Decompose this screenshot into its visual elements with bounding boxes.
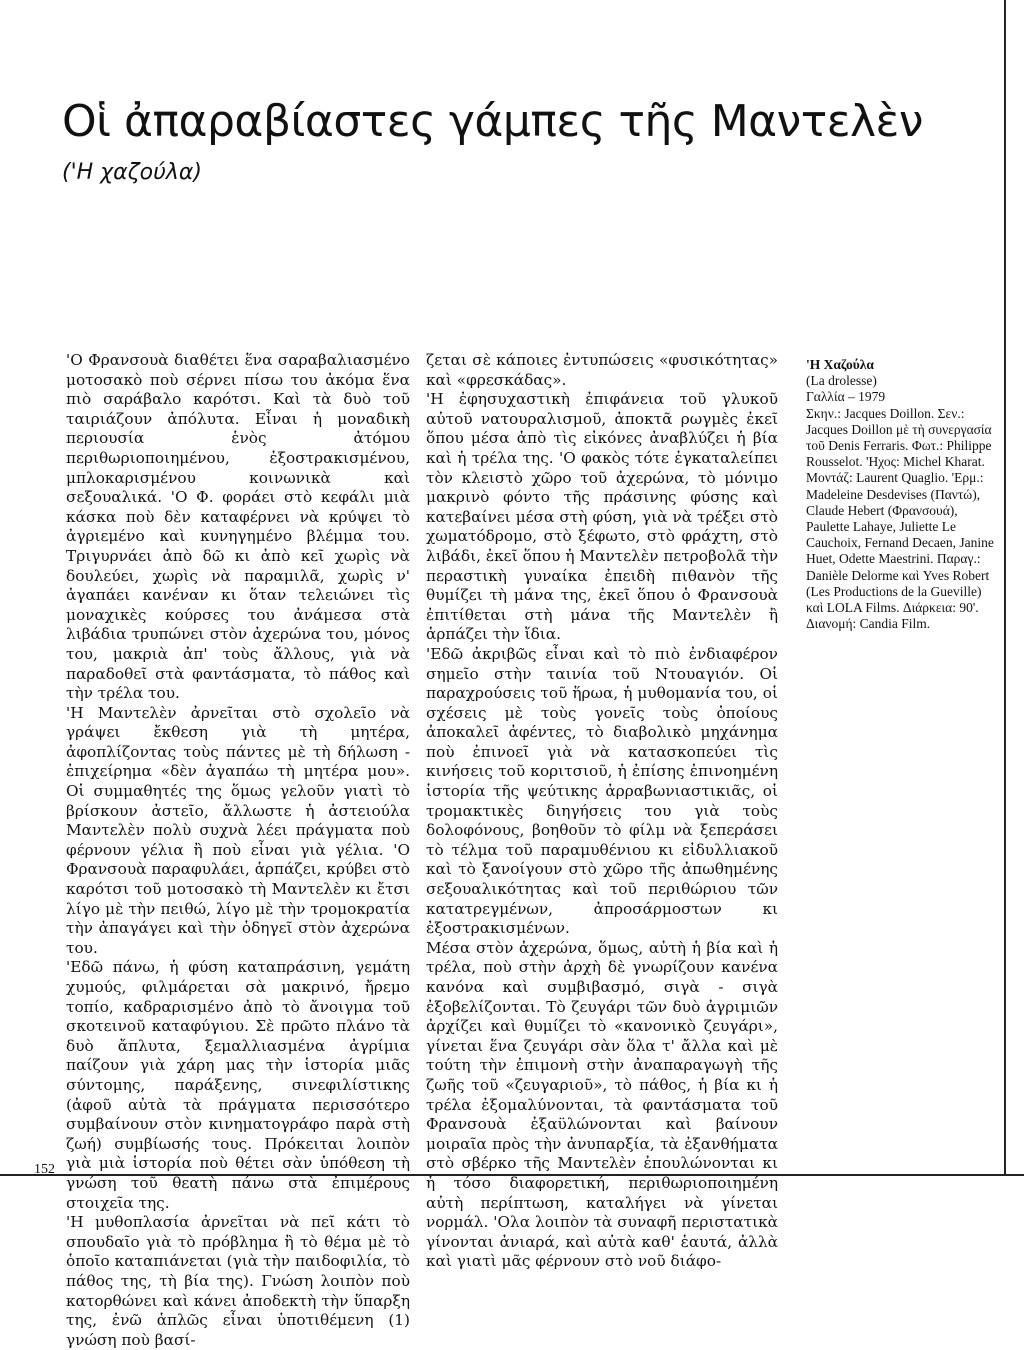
- paragraph: ζεται σὲ κάποιες ἐντυπώσεις «φυσικότητας» καὶ «φρεσκάδας».: [426, 351, 778, 389]
- paragraph: 'Εδῶ πάνω, ἡ φύση καταπράσινη, γεμάτη χυμούς, φιλμάρεται σὰ μακρινό, ἤρεμο τοπίο, καδραρισμένο ἀπὸ τὸ ἄνοιγμα τοῦ σκοτεινοῦ καταφύγιου. Σὲ πρῶτο πλάνο τὰ δυὸ ἄπλυτα, ξεμαλλιασμένα ἀγρίμια παίζουν γιὰ χάρη μας τὴν ἱστορία μιᾶς σύντομης, παράξενης, σινεφιλίστικης (ἀφοῦ αὐτὰ τὰ πράγματα περισσότερο συμβαίνουν στὸν κινηματογράφο παρὰ στὴ ζωή) συμβίωσής τους. Πρόκειται λοιπὸν γιὰ μιὰ ἱστορία ποὺ θέτει σὰν ὑπόθεση τὴ γνώση τοῦ θεατὴ πάνω στὰ ἐπιμέρους στοιχεῖα της.: [66, 958, 410, 1212]
- credits-original-title: (La drolesse): [806, 373, 877, 389]
- paragraph: 'Η ἐφησυχαστικὴ ἐπιφάνεια τοῦ γλυκοῦ αὐτοῦ νατουραλισμοῦ, ἀποκτᾶ ρωγμὲς ἐκεῖ ὅπου μέσα ἀπὸ τὶς εἰκόνες ἀναβλύζει ἡ βία καὶ ἡ τρέλα της. 'Ο φακὸς τότε ἐγκαταλείπει τὸν κλειστὸ χῶρο τοῦ ἀχερώνα, τὸ μόνιμο μακρινὸ φόντο τῆς πράσινης φύσης καὶ κατεβαίνει μέσα στὴ φύση, γιὰ νὰ τρέξει στὸ χωματόδρομο, στὸ ξέφωτο, στὸ φράχτη, στὸ λιβάδι, ἐκεῖ ὅπου ἡ Μαντελὲν πετροβολᾶ τὴν περαστικὴ γυναίκα ἐπειδὴ πιθανὸν τῆς θυμίζει τὴ μάνα της, ἐκεῖ ὅπου ὁ Φρανσουὰ ἐπιτίθεται στὴ μάνα τῆς Μαντελὲν ἢ ἁρπάζει τὴν ἴδια.: [426, 390, 778, 644]
- paragraph: 'Ο Φρανσουὰ διαθέτει ἕνα σαραβαλιασμένο μοτοσακὸ ποὺ σέρνει πίσω του ἀκόμα ἕνα πιὸ σαράβαλο καρότσι. Καὶ τὰ δυὸ τοῦ ταιριάζουν ἀπόλυτα. Εἶναι ἡ μοναδικὴ περιουσία ἑνὸς ἀτόμου περιθωριοποιημένου, ἐξοστρακισμένου, μπλοκαρισμένου κοινωνικὰ καὶ σεξουαλικά. 'Ο Φ. φοράει στὸ κεφάλι μιὰ κάσκα ποὺ δὲν καταφέρνει νὰ κρύψει τὸ ἀγριεμένο καὶ κυνηγημένο βλέμμα του. Τριγυρνάει ἀπὸ δῶ κι ἀπὸ κεῖ χωρὶς νὰ δουλεύει, χωρὶς νὰ παραμιλᾶ, χωρὶς ν' ἀγαπάει κανέναν κι ὅταν τελειώνει τὶς μοναχικὲς κούρσες του ἀνάμεσα στὰ λιβάδια τρυπώνει στὸν ἀχερώνα του, μόνος του, μακριὰ ἀπ' τοὺς ἄλλους, γιὰ νὰ παραδοθεῖ στὰ φαντάσματα, τὸ πάθος καὶ τὴν τρέλα του.: [66, 351, 410, 703]
- text-column-2: [426, 351, 778, 1272]
- page-right-edge: [1004, 0, 1024, 1190]
- credits-film-title: 'Η Χαζούλα: [806, 357, 874, 372]
- article-title: Οἱ ἀπαραβίαστες γάμπες τῆς Μαντελὲν: [62, 96, 923, 147]
- page-number: 152: [34, 1162, 55, 1177]
- paragraph: 'Η μυθοπλασία ἀρνεῖται νὰ πεῖ κάτι τὸ σπουδαῖο γιὰ τὸ πρόβλημα ἢ τὸ θέμα μὲ τὸ ὁποῖο καταπιάνεται (γιὰ τὴν παιδοφιλία, τὸ πάθος της, τὴ βία της). Γνώση λοιπὸν ποὺ κατορθώνει καὶ κάνει ἀποδεκτὴ τὴν ὕπαρξη της, ἐνῶ ἁπλῶς εἶναι ὑποτιθέμενη (1) γνώση ποὺ βασί-: [66, 1213, 410, 1349]
- credits-column: [806, 357, 994, 632]
- paragraph: 'Η Μαντελὲν ἀρνεῖται στὸ σχολεῖο νὰ γράψει ἔκθεση γιὰ τὴ μητέρα, ἀφοπλίζοντας τοὺς πάντες μὲ τὴ δήλωση - ἐπιχείρημα «δὲν ἀγαπάω τὴ μητέρα μου». Οἱ συμμαθητές της ὅμως γελοῦν γιατὶ τὸ βρίσκουν ἀστεῖο, ἄλλωστε ἡ ἀστειούλα Μαντελὲν πολὺ συχνὰ λέει πράγματα ποὺ φέρνουν γέλια ἢ ποὺ εἶναι γιὰ γέλια. 'Ο Φρανσουὰ παραφυλάει, ἁρπάζει, κρύβει στὸ καρότσι τοῦ μοτοσακὸ τὴ Μαντελὲν κι ἔτσι λίγο μὲ τὴν πειθώ, λίγο μὲ τὴν τρομοκρατία τὴν ἀπαγάγει καὶ τὴν ὁδηγεῖ στὸν ἀχερώνα του.: [66, 703, 410, 957]
- text-column-1: [66, 351, 410, 1350]
- article-subtitle: ('Η χαζούλα): [62, 160, 202, 185]
- paragraph: Μέσα στὸν ἀχερώνα, ὅμως, αὐτὴ ἡ βία καὶ ἡ τρέλα, ποὺ στὴν ἀρχὴ δὲ γνωρίζουν κανένα κανόνα καὶ συμβιβασμό, σιγὰ - σιγὰ ἐξοβελίζονται. Τὸ ζευγάρι τῶν δυὸ ἀγριμιῶν ἀρχίζει καὶ θυμίζει τὸ «κανονικὸ ζευγάρι», γίνεται ἕνα ζευγάρι σὰν ὅλα τ' ἄλλα καὶ μὲ τούτη τὴν ἐπιμονὴ στὴν ἀναπαραγωγὴ τῆς ζωῆς τοῦ «ζευγαριοῦ», τὸ πάθος, ἡ βία κι ἡ τρέλα ἐξομαλύνονται, τὰ φαντάσματα τοῦ Φρανσουὰ ἐξαϋλώνονται καὶ βαίνουν μοιραῖα πρὸς τὴν ἀνυπαρξία, τὰ ἐξανθήματα στὸ σβέρκο τῆς Μαντελὲν ἐπουλώνονται κι ἡ τόσο διαφορετική, περιθωριοποιημένη αὐτὴ περίπτωση, καταλήγει νὰ γίνεται νορμάλ. 'Ολα λοιπὸν τὰ συναφῆ περιστατικὰ γίνονται ἀνιαρά, καὶ αὐτὰ καθ' ἑαυτά, ἀλλὰ καὶ γιατὶ μᾶς φέρνουν στὸ νοῦ διάφο-: [426, 938, 778, 1271]
- credits-country-year: Γαλλία – 1979: [806, 389, 886, 405]
- credits-body: Σκην.: Jacques Doillon. Σεν.: Jacques Doillon μὲ τὴ συνεργασία τοῦ Denis Ferraris. Φωτ.: Philippe Rousselot. 'Ηχος: Michel Kharat. Μοντάζ: Laurent Quaglio. 'Ερμ.: Madeleine Desdevises (Παντώ), Claude Hebert (Φρανσουά), Paulette Lahaye, Juliette Le Cauchoix, Fernand Decaen, Janine Huet, Odette Maestrini. Παραγ.: Danièle Delorme καὶ Yves Robert (Les Productions de la Gueville) καὶ LOLA Films. Διάρκεια: 90'. Διανομή: Candia Film.: [806, 405, 994, 632]
- paragraph: 'Εδῶ ἀκριβῶς εἶναι καὶ τὸ πιὸ ἐνδιαφέρον σημεῖο στὴν ταινία τοῦ Ντουαγιόν. Οἱ παραχρούσεις τοῦ ἥρωα, ἡ μυθομανία του, οἱ σχέσεις μὲ τοὺς γονεῖς τοὺς ὁποίους ἀποκαλεῖ ἀφέντες, τὸ διαβολικὸ μηχάνημα ποὺ ἐπινοεῖ γιὰ νὰ κατασκοπεύει τὶς κινήσεις τοῦ κοριτσιοῦ, ἡ ἐπίσης ἐπινοημένη ἱστορία τῆς ψεύτικης ἀρραβωνιαστικιᾶς, οἱ τρομακτικὲς διηγήσεις του γιὰ τοὺς δολοφόνους, βοηθοῦν τὸ φίλμ νὰ ξεπεράσει τὸ τέλμα τοῦ παραμυθένιου κι εἰδυλλιακοῦ καὶ τὸ ξανοίγουν στὸ χῶρο τῆς ἀπωθημένης σεξουαλικότητας καὶ τοῦ περιθώριου τῶν κατατρεγμένων, ἀπροσάρμοστων κι ἐξοστρακισμένων.: [426, 644, 778, 938]
